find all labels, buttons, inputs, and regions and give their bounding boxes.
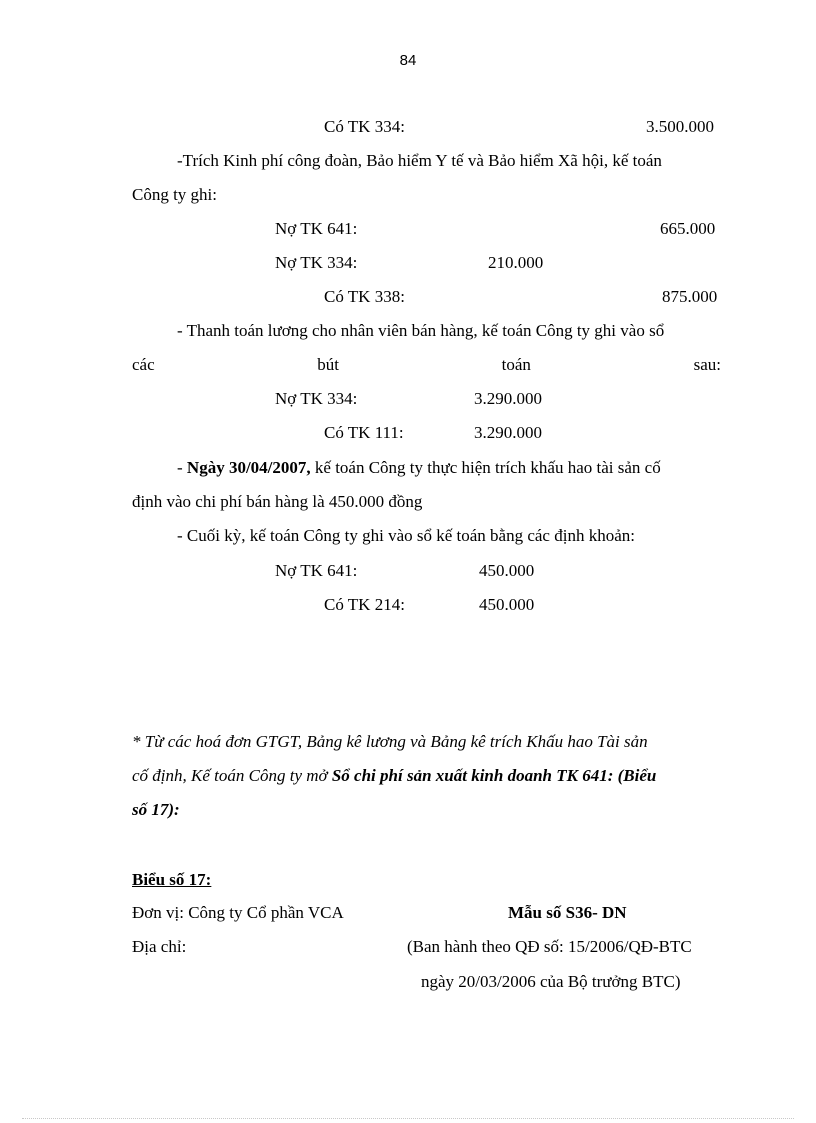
word: sau:: [693, 355, 721, 374]
ngay-rest: kế toán Công ty thực hiện trích khấu hao tài sản cố: [310, 458, 661, 477]
journal-co-338-amount: 875.000: [662, 287, 718, 306]
paragraph-trich-line2: Công ty ghi:: [132, 185, 218, 204]
form-issued-line1: (Ban hành theo QĐ số: 15/2006/QĐ-BTC: [407, 937, 692, 956]
note-line3: số 17):: [132, 800, 180, 819]
note-line2-bold: Sổ chi phí sản xuất kinh doanh TK 641: (Biểu: [331, 766, 657, 785]
form-heading: Biểu số 17:: [132, 870, 212, 889]
form-unit: Đơn vị: Công ty Cổ phần VCA: [132, 903, 344, 922]
note-line2-italic: cố định, Kế toán Công ty mở: [132, 766, 332, 785]
ngay-date: Ngày 30/04/2007,: [186, 458, 311, 477]
journal-no-641-amount: 665.000: [660, 219, 716, 238]
journal-no-334-amount: 210.000: [488, 253, 544, 272]
journal-no-641b-amount: 450.000: [479, 561, 535, 580]
journal-no-334-label: Nợ TK 334:: [275, 253, 358, 272]
ngay-prefix: -: [177, 458, 187, 477]
journal-co-338-label: Có TK 338:: [324, 287, 405, 306]
paragraph-ngay-line1: [177, 458, 661, 478]
form-address-label: Địa chỉ:: [132, 937, 187, 956]
journal-co-214-amount: 450.000: [479, 595, 535, 614]
journal-no-334b-amount: 3.290.000: [474, 389, 542, 408]
form-issued-line2: ngày 20/03/2006 của Bộ trưởng BTC): [421, 972, 681, 991]
journal-co-111-amount: 3.290.000: [474, 423, 542, 442]
word: các: [132, 355, 155, 374]
journal-co-334-label: Có TK 334:: [324, 117, 405, 136]
form-code: Mẫu số S36- DN: [508, 903, 627, 922]
journal-co-334-amount: 3.500.000: [646, 117, 714, 136]
journal-no-641-label: Nợ TK 641:: [275, 219, 358, 238]
page-border-dotted: [22, 1118, 794, 1119]
page-number: 84: [399, 52, 417, 69]
paragraph-thanh-toan-line1: - Thanh toán lương cho nhân viên bán hàng, kế toán Công ty ghi vào sổ: [177, 321, 665, 340]
note-line1: * Từ các hoá đơn GTGT, Bảng kê lương và Bảng kê trích Khấu hao Tài sản: [132, 732, 648, 751]
journal-no-334b-label: Nợ TK 334:: [275, 389, 358, 408]
journal-co-111-label: Có TK 111:: [324, 423, 404, 442]
note-line2: [132, 766, 656, 786]
word: toán: [501, 355, 531, 374]
word: bút: [317, 355, 340, 374]
paragraph-thanh-toan-line2: [132, 355, 721, 375]
journal-co-214-label: Có TK 214:: [324, 595, 405, 614]
paragraph-cuoi-ky: - Cuối kỳ, kế toán Công ty ghi vào sổ kế toán bằng các định khoản:: [177, 526, 635, 545]
paragraph-trich-line1: -Trích Kinh phí công đoàn, Bảo hiểm Y tế và Bảo hiểm Xã hội, kế toán: [177, 151, 662, 170]
paragraph-ngay-line2: định vào chi phí bán hàng là 450.000 đồng: [132, 492, 423, 511]
journal-no-641b-label: Nợ TK 641:: [275, 561, 358, 580]
